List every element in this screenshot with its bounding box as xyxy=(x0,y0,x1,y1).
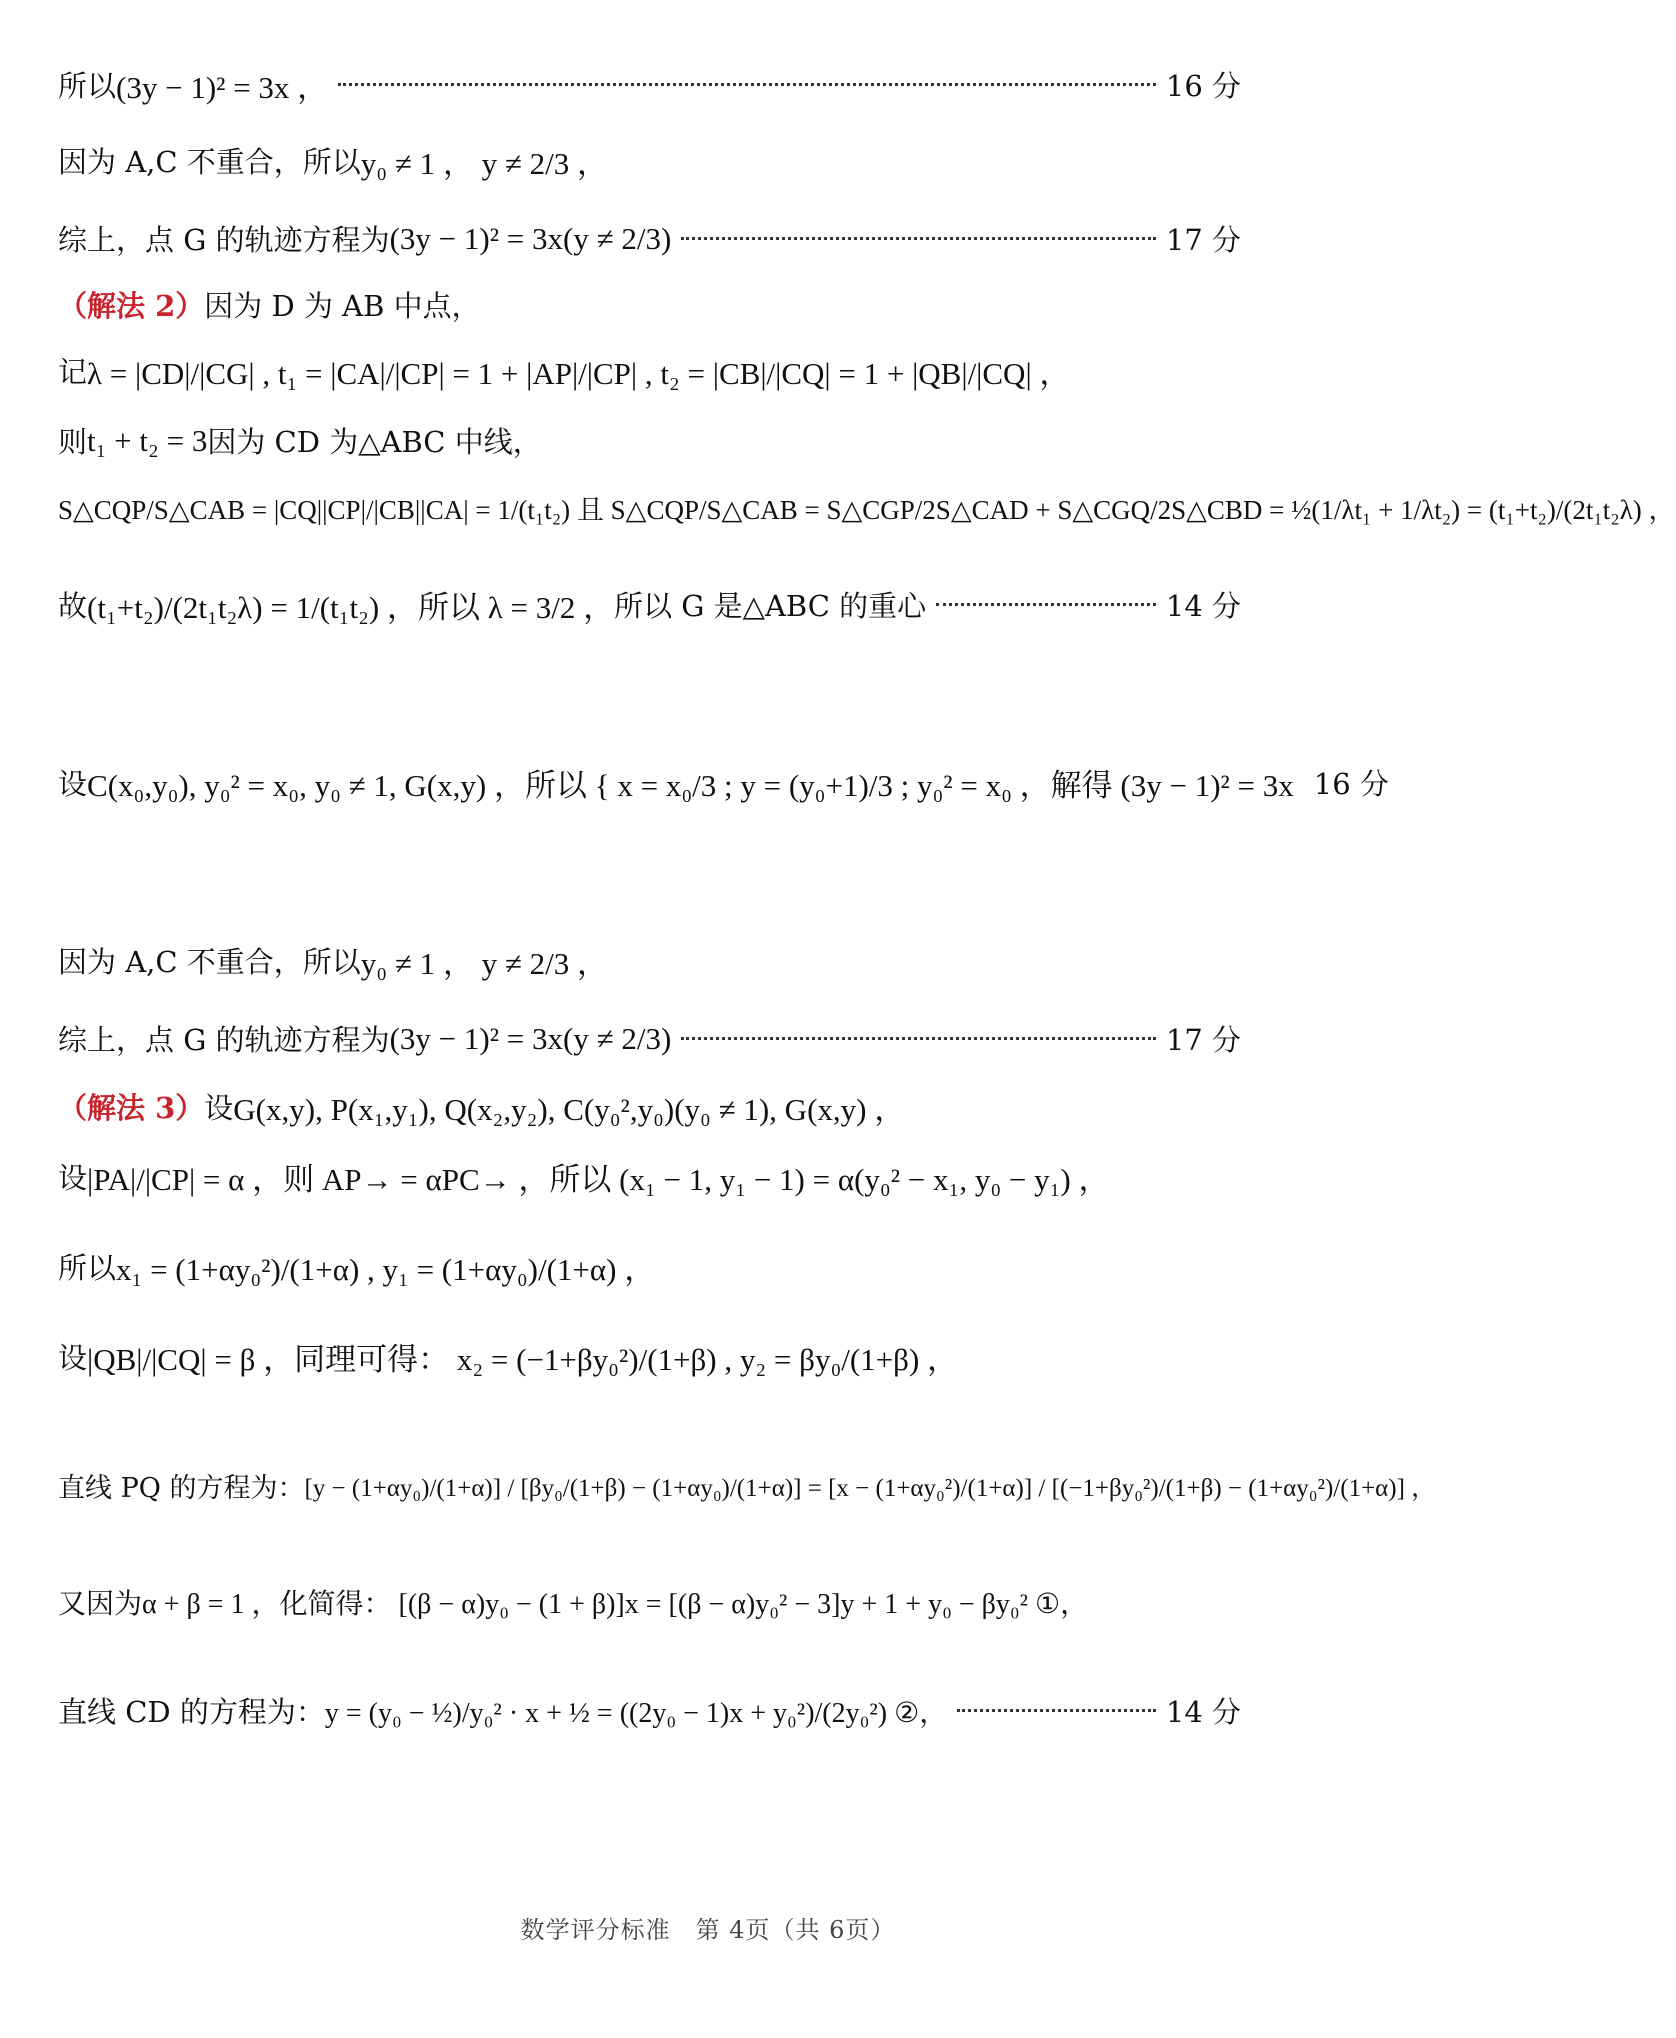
text: 所以 xyxy=(58,69,117,103)
text: 综上，点 G 的轨迹方程为 xyxy=(58,1023,390,1057)
equation: (3y − 1)² = 3x(y ≠ 2/3) xyxy=(389,1020,672,1056)
text: 直线 PQ 的方程为： xyxy=(58,1473,305,1504)
text: 设 xyxy=(204,1091,234,1125)
equation: S△CQP/S△CAB = |CQ||CP|/|CB||CA| = 1/(t₁t₂) 且 S△CQP/S△CAB = S△CGP/2S△CAD + S△CGQ/2S△CBD = ½(1/λt₁ + 1/λt₂) = (t₁+t₂)/(2t₁t₂λ) ， xyxy=(58,495,1676,525)
equation: λ = |CD|/|CG| , t₁ = |CA|/|CP| = 1 + |AP|/|CP| , t₂ = |CB|/|CQ| = 1 + |QB|/|CQ| ， xyxy=(87,356,1071,391)
score: 17 分 xyxy=(1165,1023,1241,1057)
line-14 xyxy=(58,1244,1241,1289)
line-15 xyxy=(58,1334,1241,1379)
line-13 xyxy=(58,1154,1241,1199)
equation: α + β = 1 ，化简得： [(β − α)y₀ − (1 + β)]x = [(β − α)y₀² − 3]y + 1 + y₀ − βy₀² ①， xyxy=(142,1589,1089,1620)
line-16 xyxy=(58,1466,1437,1505)
line-10 xyxy=(58,938,1241,983)
text: 因为 A,C 不重合，所以 xyxy=(58,145,361,179)
line-8 xyxy=(58,582,1241,627)
line-9 xyxy=(58,760,1389,805)
text: 所以 G 是△ABC 的重心 xyxy=(614,589,927,623)
text: 又因为 xyxy=(58,1587,143,1620)
equation: y₀ ≠ 1 ， y ≠ 2/3 ， xyxy=(360,946,608,981)
text: 故 xyxy=(58,589,88,623)
equation: |QB|/|CQ| = β ，同理可得： x₂ = (−1+βy₀²)/(1+β) , y₂ = βy₀/(1+β) ， xyxy=(87,1342,959,1377)
text: 综上，点 G 的轨迹方程为 xyxy=(58,223,390,257)
equation: [y − (1+αy₀)/(1+α)] / [βy₀/(1+β) − (1+αy₀)/(1+α)] = [x − (1+αy₀²)/(1+α)] / [(−1+βy₀²)/(1+β) − (1+αy₀²)/(1+α)] ， xyxy=(304,1474,1437,1502)
text: 设 xyxy=(58,1341,88,1375)
line-12 xyxy=(58,1084,1241,1129)
equation: |PA|/|CP| = α ，则 AP→ = αPC→ ，所以 (x₁ − 1, y₁ − 1) = α(y₀² − x₁, y₀ − y₁) ， xyxy=(87,1162,1110,1197)
score: 17 分 xyxy=(1165,223,1241,257)
line-1 xyxy=(58,62,1241,107)
score: 14 分 xyxy=(1165,589,1241,623)
equation-system: C(x₀,y₀), y₀² = x₀, y₀ ≠ 1, G(x,y) ，所以 { x = x₀/3 ; y = (y₀+1)/3 ; y₀² = x₀ ，解得 (3y − 1)² = 3x xyxy=(87,768,1294,803)
line-17 xyxy=(58,1582,1241,1622)
text: 因为 A,C 不重合，所以 xyxy=(58,945,361,979)
text: 设 xyxy=(58,1161,88,1195)
text: 因为 D 为 AB 中点， xyxy=(204,289,481,323)
score: 16 分 xyxy=(1313,767,1389,801)
line-7 xyxy=(58,488,1676,527)
text: 设 xyxy=(58,767,88,801)
solution-tag: （解法 3） xyxy=(58,1091,205,1125)
text: 直线 CD 的方程为： xyxy=(58,1695,325,1729)
score: 16 分 xyxy=(1165,69,1241,103)
equation: (t₁+t₂)/(2t₁t₂λ) = 1/(t₁t₂) ，所以 λ = 3/2 ， xyxy=(87,590,615,625)
line-5 xyxy=(58,348,1241,393)
solution-tag: （解法 2） xyxy=(58,289,205,323)
text: 所以 xyxy=(58,1251,117,1285)
equation: y = (y₀ − ½)/y₀² · x + ½ = ((2y₀ − 1)x + y₀²)/(2y₀²) ②， xyxy=(324,1697,948,1729)
equation: (3y − 1)² = 3x ， xyxy=(116,70,329,105)
page-footer: 数学评分标准 第 4页（共 6页） xyxy=(520,1916,896,1944)
line-18 xyxy=(58,1690,1241,1731)
line-4 xyxy=(58,284,1241,325)
line-6 xyxy=(58,420,1241,461)
equation: x₁ = (1+αy₀²)/(1+α) , y₁ = (1+αy₀)/(1+α) ， xyxy=(116,1252,656,1287)
text: 则 xyxy=(58,425,88,459)
equation: (3y − 1)² = 3x(y ≠ 2/3) xyxy=(389,220,672,256)
equation: G(x,y), P(x₁,y₁), Q(x₂,y₂), C(y₀²,y₀)(y₀ ≠ 1), G(x,y) ， xyxy=(233,1092,906,1127)
equation: y₀ ≠ 1 ， y ≠ 2/3 ， xyxy=(360,146,608,181)
equation: t₁ + t₂ = 3 xyxy=(87,422,208,458)
line-3 xyxy=(58,218,1241,259)
score: 14 分 xyxy=(1165,1695,1241,1729)
text: 记 xyxy=(58,355,88,389)
text: 因为 CD 为△ABC 中线， xyxy=(207,425,542,459)
line-11 xyxy=(58,1018,1241,1059)
line-2 xyxy=(58,138,1241,183)
